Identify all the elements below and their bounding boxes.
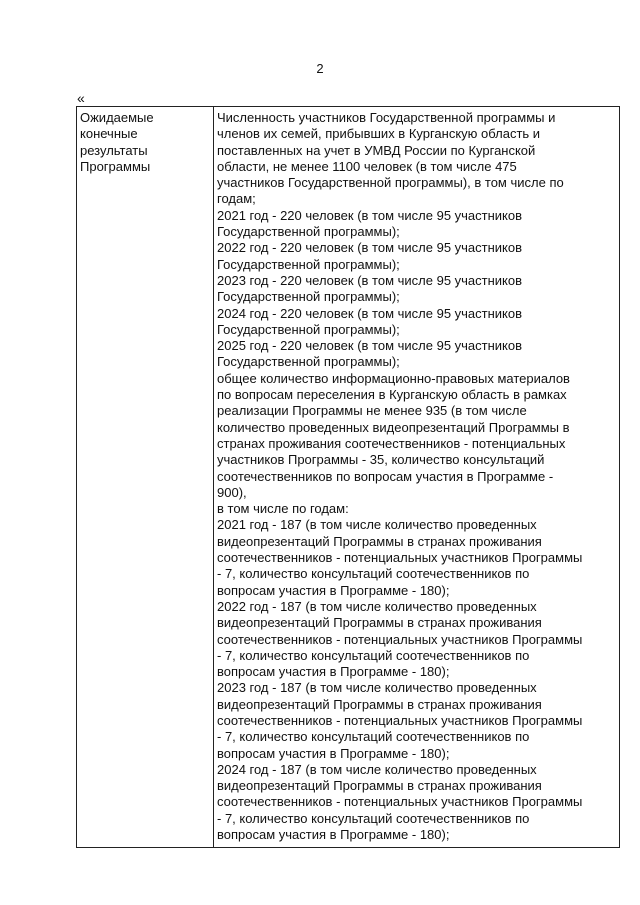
opening-quote-mark: «	[77, 90, 85, 106]
content-line: 2022 год - 220 человек (в том числе 95 участников	[217, 240, 523, 256]
content-line: странах проживания соотечественников - потенциальных	[217, 435, 566, 451]
content-line: Государственной программы);	[217, 354, 400, 370]
content-line: видеопрезентаций Программы в странах проживания	[217, 696, 542, 712]
table-row	[77, 107, 620, 848]
content-line: соотечественников - потенциальных участников Программы	[217, 712, 583, 728]
content-line: реализации Программы не менее 935 (в том числе	[217, 403, 527, 419]
content-line: видеопрезентаций Программы в странах проживания	[217, 615, 542, 631]
section-label-line: конечные	[80, 126, 138, 142]
content-line: видеопрезентаций Программы в странах проживания	[217, 533, 542, 549]
content-line: 2023 год - 187 (в том числе количество проведенных	[217, 680, 537, 696]
content-line: - 7, количество консультаций соотечественников по	[217, 647, 530, 663]
content-line: 2024 год - 187 (в том числе количество проведенных	[217, 761, 537, 777]
content-line: области, не менее 1100 человек (в том числе 475	[217, 158, 517, 174]
content-line: 2021 год - 187 (в том числе количество проведенных	[217, 517, 537, 533]
content-line: соотечественников по вопросам участия в Программе -	[217, 468, 554, 484]
content-line: вопросам участия в Программе - 180);	[217, 664, 450, 680]
content-line: количество проведенных видеопрезентаций Программы в	[217, 419, 570, 435]
content-line: членов их семей, прибывших в Курганскую область и	[217, 126, 541, 142]
content-line: в том числе по годам:	[217, 501, 349, 517]
content-line: Государственной программы);	[217, 256, 400, 272]
content-line: Государственной программы);	[217, 224, 400, 240]
content-line: 2021 год - 220 человек (в том числе 95 участников	[217, 207, 523, 223]
content-line: общее количество информационно-правовых материалов	[217, 370, 570, 386]
content-line: вопросам участия в Программе - 180);	[217, 745, 450, 761]
content-line: 2024 год - 220 человек (в том числе 95 участников	[217, 305, 523, 321]
content-line: соотечественников - потенциальных участников Программы	[217, 631, 583, 647]
content-line: 900),	[217, 484, 247, 500]
content-line: Государственной программы);	[217, 321, 400, 337]
content-line: соотечественников - потенциальных участников Программы	[217, 794, 583, 810]
content-line: 2023 год - 220 человек (в том числе 95 участников	[217, 272, 523, 288]
section-label-cell	[77, 107, 214, 848]
results-table	[76, 106, 620, 848]
content-line: 2022 год - 187 (в том числе количество проведенных	[217, 598, 537, 614]
content-line: соотечественников - потенциальных участников Программы	[217, 550, 583, 566]
content-line: по вопросам переселения в Курганскую область в рамках	[217, 387, 567, 403]
content-line: вопросам участия в Программе - 180);	[217, 827, 450, 843]
content-line: вопросам участия в Программе - 180);	[217, 582, 450, 598]
content-line: участников Программы - 35, количество консультаций	[217, 452, 545, 468]
content-line: - 7, количество консультаций соотечественников по	[217, 729, 530, 745]
section-label-line: Ожидаемые	[80, 110, 154, 125]
content-line: - 7, количество консультаций соотечественников по	[217, 566, 530, 582]
content-line: Численность участников Государственной программы и	[217, 110, 556, 125]
content-line: участников Государственной программы), в том числе по	[217, 175, 564, 191]
content-line: видеопрезентаций Программы в странах проживания	[217, 778, 542, 794]
section-label-line: результаты	[80, 142, 148, 158]
content-line: поставленных на учет в УМВД России по Курганской	[217, 142, 536, 158]
page-number: 2	[316, 61, 324, 76]
content-line: годам;	[217, 191, 256, 207]
content-line: 2025 год - 220 человек (в том числе 95 участников	[217, 338, 523, 354]
content-line: Государственной программы);	[217, 289, 400, 305]
section-content-cell	[214, 107, 620, 848]
section-label-line: Программы	[80, 158, 151, 174]
content-line: - 7, количество консультаций соотечественников по	[217, 810, 530, 826]
